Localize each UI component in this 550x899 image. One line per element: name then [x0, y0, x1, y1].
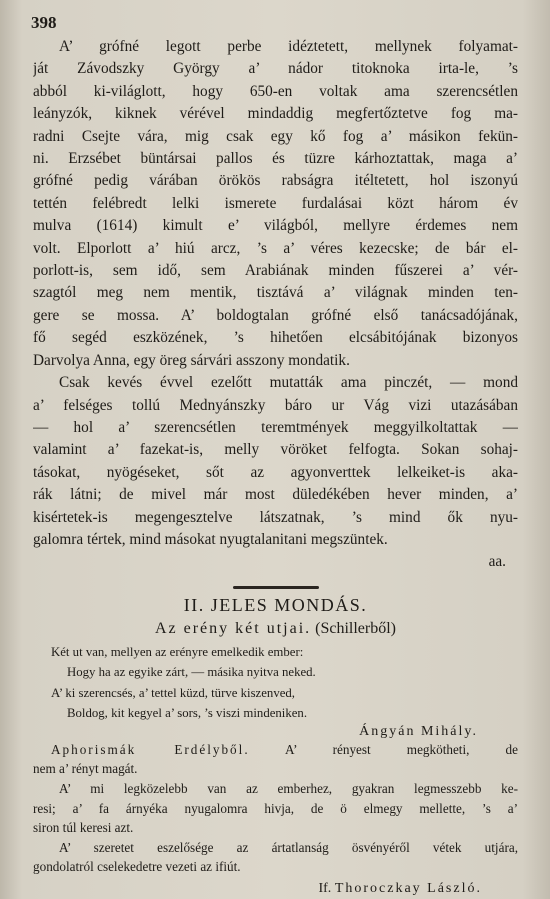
text-line: radni Csejte vára, mig csak egy kő fog a’ másikon fekün- — [33, 127, 518, 145]
poem-title — [33, 617, 518, 640]
poem-body — [33, 642, 518, 724]
paragraph-cellar — [33, 372, 518, 551]
aphorism-line — [33, 740, 518, 760]
poem-author: Ángyán Mihály. — [359, 723, 478, 739]
text-line: ját Závodszky György a’ nádor titoknoka irta-le, ’s — [33, 60, 518, 78]
aphorism-line: A’ szeretet eszelősége az ártatlanság ösvényéről vétek utjára, — [59, 839, 518, 855]
aphorism-line: siron túl keresi azt. — [33, 820, 134, 836]
text-line: volt. Elporlott a’ hiú arcz, ’s a’ véres kezecske; de bár el- — [33, 239, 518, 257]
aphorism-line: gondolatról cselekedetre vezeti az ifiút. — [33, 859, 241, 875]
text-line: — hol a’ szerencsétlen teremtmények meggyilkoltattak — — [33, 418, 518, 436]
poem-line: A’ ki szerencsés, a’ tettel küzd, türve kiszenved, — [51, 685, 295, 700]
aphorisms-author — [33, 881, 518, 897]
text-line: szagtól meg nem mentik, tisztává a’ világnak minden ten- — [33, 284, 518, 302]
text-line: ni. Erzsébet büntársai pallos és tüzre kárhoztattak, maga a’ — [33, 150, 518, 168]
text-line: galomra tértek, mind másokat nyugtalanitani megszüntek. — [33, 530, 388, 548]
aphorism-line: A’ mi legközelebb van az emberhez, gyakran legmesszebb ke- — [59, 780, 518, 796]
text-line: Darvolya Anna, egy öreg sárvári asszony mondatik. — [33, 351, 350, 369]
signature-text: aa. — [488, 553, 506, 571]
text-line: abból ki-világlott, hogy 650-en voltak ama szerencsétlen — [33, 82, 518, 100]
text-line: porlott-is, sem idő, sem Arabiának minden fűszerei a’ vér- — [33, 262, 518, 280]
aphorism-line: resi; a’ fa árnyéka nyugalomra hivja, de ö elmegy mellette, ’s a’ — [33, 800, 518, 816]
poem-title-text: Az erény két utjai. — [154, 619, 312, 637]
text-line: tettén felébredt lelki ismerete furdalásai közt három év — [33, 194, 518, 212]
text-line: Csak kevés évvel ezelőtt mutatták ama pinczét, — mond — [59, 374, 518, 392]
signature-aa — [33, 551, 518, 573]
text-line: fő segéd eszközének, ’s hihetően elcsábitójának bizonyos — [33, 329, 518, 347]
poem-source: (Schillerből) — [315, 619, 397, 637]
text-line: a’ felséges tollú Mednyánszky báro ur Vág vizi utazásában — [33, 396, 518, 414]
text-line: rák látni; de mivel már most düledékében hever minden, a’ — [33, 486, 518, 504]
poem-line: Két ut van, mellyen az erényre emelkedik ember: — [51, 644, 304, 659]
page-number: 398 — [31, 13, 57, 32]
section-divider — [233, 586, 319, 589]
text-line: valamint a’ fazekat-is, melly vöröket felfogta. Sokan sohaj- — [33, 441, 518, 459]
author-prefix: If. — [318, 880, 332, 896]
aphorisms-block — [33, 740, 518, 877]
text-line: grófné pedig várában örökös rabságra itéltetett, hol iszonyú — [33, 172, 518, 190]
text-line: leányzók, kiknek vérével mindaddig megfertőztetve fog ma- — [33, 105, 518, 123]
poem-line: Boldog, kit kegyel a’ sors, ’s viszi mindeniken. — [67, 706, 308, 721]
paragraph-trial — [33, 36, 518, 372]
poem-line: Hogy ha az egyike zárt, — másika nyitva neked. — [67, 665, 316, 680]
aphorism-1-start: A’ rényest megkötheti, de — [249, 741, 518, 757]
text-line: kisértetek-is megengesztelve látszatnak, ’s mind ők nyu- — [33, 508, 518, 526]
aphorism-line: nem a’ rényt magát. — [33, 761, 138, 777]
text-line: mulva (1614) kimult e’ világból, mellyre érdemes nem — [33, 217, 518, 235]
aphorisms-title: Aphorismák Erdélyből. — [51, 741, 250, 757]
author-name: Thoroczkay László. — [334, 880, 482, 896]
text-line: A’ grófné legott perbe idéztetett, mellynek folyamat- — [59, 38, 518, 55]
text-line: gere se mossa. A’ boldogtalan grófné első tanácsadójának, — [33, 306, 518, 324]
text-line: tásokat, nyögéseket, sőt az agyonverttek lelkeiket-is aka- — [33, 463, 518, 481]
section-heading: II. JELES MONDÁS. — [183, 594, 368, 615]
